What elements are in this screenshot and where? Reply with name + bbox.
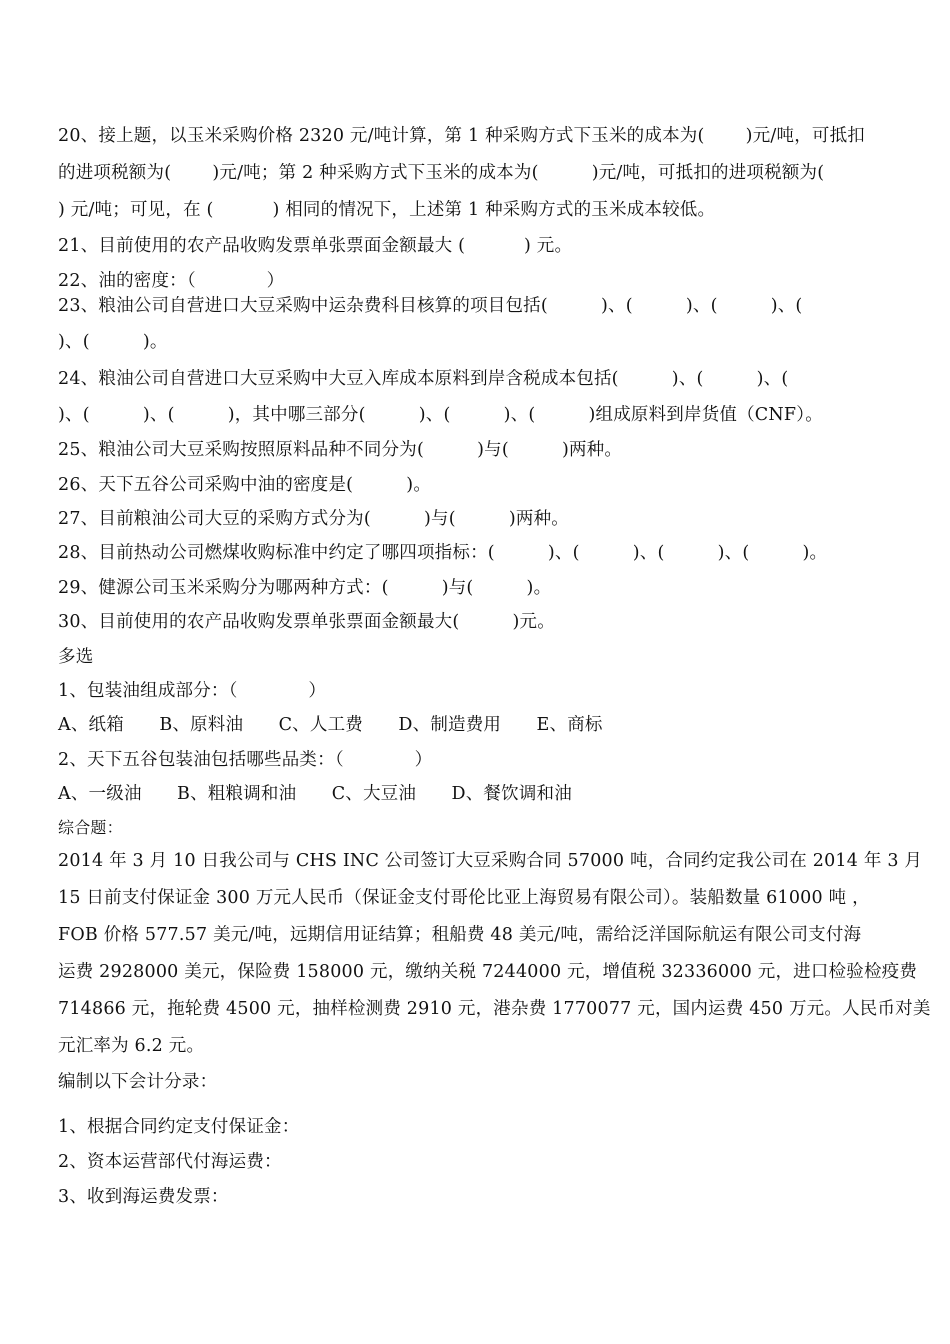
- question-20-line-1: 20、接上题，以玉米采购价格 2320 元/吨计算，第 1 种采购方式下玉米的成本为( )元/吨，可抵扣: [58, 126, 865, 146]
- question-20-line-3: ) 元/吨；可见，在 ( ) 相同的情况下，上述第 1 种采购方式的玉米成本较低。: [58, 200, 716, 220]
- section-heading-comprehensive: 综合题：: [58, 818, 123, 837]
- comprehensive-paragraph-line-1: 2014 年 3 月 10 日我公司与 CHS INC 公司签订大豆采购合同 57000 吨，合同约定我公司在 2014 年 3 月: [58, 851, 923, 871]
- question-21: 21、目前使用的农产品收购发票单张票面金额最大 ( ) 元。: [58, 236, 573, 256]
- comprehensive-paragraph-line-3: FOB 价格 577.57 美元/吨，远期信用证结算；租船费 48 美元/吨，需给泛洋国际航运有限公司支付海: [58, 925, 862, 945]
- question-24-line-1: 24、粮油公司自营进口大豆采购中大豆入库成本原料到岸含税成本包括( )、( )、(: [58, 369, 789, 389]
- question-24-line-2: )、( )、( )，其中哪三部分( )、( )、( )组成原料到岸货值（CNF）。: [58, 405, 823, 425]
- question-20-line-2: 的进项税额为( )元/吨；第 2 种采购方式下玉米的成本为( )元/吨，可抵扣的进项税额为(: [58, 163, 825, 183]
- question-23-line-1: 23、粮油公司自营进口大豆采购中运杂费科目核算的项目包括( )、( )、( )、(: [58, 296, 803, 316]
- comprehensive-paragraph-line-4: 运费 2928000 美元，保险费 158000 元，缴纳关税 7244000 元，增值税 32336000 元，进口检验检疫费: [58, 962, 918, 982]
- question-28: 28、目前热动公司燃煤收购标准中约定了哪四项指标：( )、( )、( )、( )。: [58, 543, 828, 563]
- comprehensive-paragraph-line-2: 15 日前支付保证金 300 万元人民币（保证金支付哥伦比亚上海贸易有限公司）。装船数量 61000 吨 ，: [58, 888, 870, 908]
- multi-question-1-options: A、纸箱 B、原料油 C、人工费 D、制造费用 E、商标: [58, 715, 603, 735]
- question-23-line-2: )、( )。: [58, 332, 168, 352]
- question-22: 22、油的密度：（ ）: [58, 271, 285, 291]
- question-30: 30、目前使用的农产品收购发票单张票面金额最大( )元。: [58, 612, 555, 632]
- comprehensive-paragraph-line-5: 714866 元，拖轮费 4500 元，抽样检测费 2910 元，港杂费 1770077 元，国内运费 450 万元。人民币对美: [58, 999, 931, 1019]
- multi-question-1: 1、包装油组成部分：（ ）: [58, 681, 327, 701]
- journal-entry-3: 3、收到海运费发票：: [58, 1187, 229, 1207]
- question-29: 29、健源公司玉米采购分为哪两种方式：( )与( )。: [58, 578, 552, 598]
- section-heading-multiple-choice: 多选: [58, 647, 94, 667]
- journal-entry-1: 1、根据合同约定支付保证金：: [58, 1117, 300, 1137]
- comprehensive-paragraph-line-6: 元汇率为 6.2 元。: [58, 1036, 205, 1056]
- journal-entry-instruction: 编制以下会计分录：: [58, 1072, 218, 1092]
- multi-question-2: 2、天下五谷包装油包括哪些品类：（ ）: [58, 750, 433, 770]
- journal-entry-2: 2、资本运营部代付海运费：: [58, 1152, 282, 1172]
- question-27: 27、目前粮油公司大豆的采购方式分为( )与( )两种。: [58, 509, 569, 529]
- multi-question-2-options: A、一级油 B、粗粮调和油 C、大豆油 D、餐饮调和油: [58, 784, 572, 804]
- question-25: 25、粮油公司大豆采购按照原料品种不同分为( )与( )两种。: [58, 440, 623, 460]
- question-26: 26、天下五谷公司采购中油的密度是( )。: [58, 475, 432, 495]
